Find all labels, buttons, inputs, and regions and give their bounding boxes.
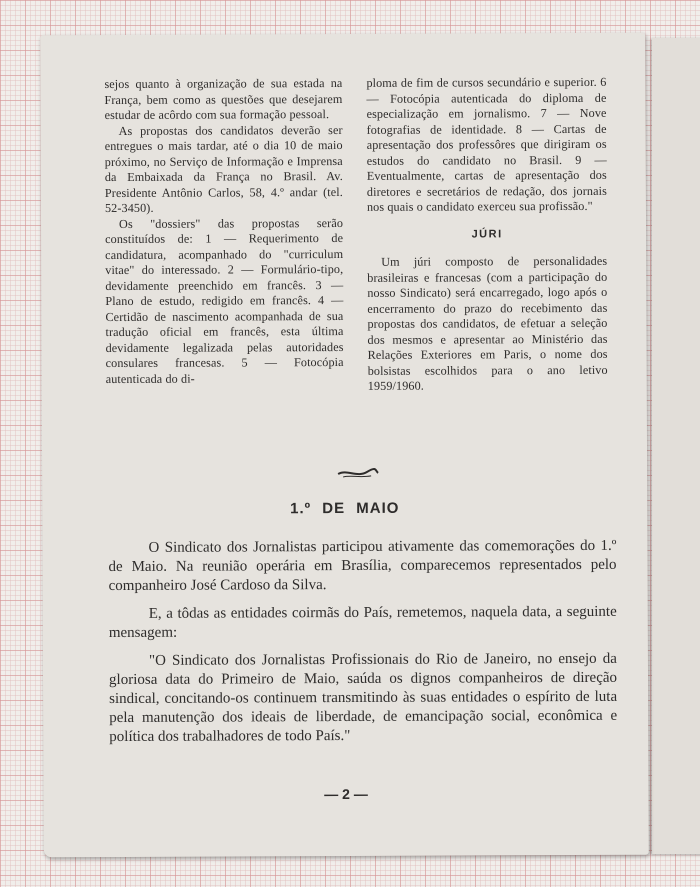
juri-heading: JÚRI [471, 227, 503, 240]
document-page [40, 33, 649, 858]
right-column [366, 75, 607, 395]
section-divider-ornament [337, 466, 379, 480]
body-paragraph-1: O Sindicato dos Jornalistas participou ativamente das comemorações do 1.º de Maio. Na reunião operária em Brasília, comparecemos representados pelo companheiro José Cardoso da Silva. [108, 537, 617, 595]
page-number: — 2 — [324, 785, 368, 803]
left-column [104, 76, 343, 387]
left-paragraph-1: sejos quanto à organização de sua estada na França, bem como as questões que desejarem estudar de acôrdo com sua formação pessoal. [104, 76, 343, 123]
left-paragraph-3: Os "dossiers" das propostas serão constituídos de: 1 — Requerimento de candidatura, acompanhado do "curriculum vitae" do interessado. 2 — Formulário-tipo, devidamente preenchido em francês. 3 — Plano de estudo, redigido em francês. 4 — Certidão de nascimento acompanhada de sua tradução oficial em francês, esta última devidamente legalizada pelas autoridades consulares francesas. 5 — Fotocópia autenticada do di- [105, 215, 344, 386]
next-page-edge [652, 38, 700, 854]
left-paragraph-2: As propostas dos candidatos deverão ser entregues o mais tardar, até o dia 10 de maio próximo, no Serviço de Informação e Imprensa da Embaixada da França no Brasil. Av. Presidente Antônio Carlos, 58, 4.º andar (tel. 52-3450). [104, 122, 343, 216]
juri-paragraph: Um júri composto de personalidades brasileiras e francesas (com a participação do nosso Sindicato) será encarregado, logo após o encerramento do prazo do recebimento das propostas dos candidatos, de efetuar a seleção dos mesmos e apresentar ao Ministério das Relações Exteriores em Paris, o nome dos bolsistas escolhidos para o ano letivo 1959/1960. [367, 253, 608, 393]
body-quote: "O Sindicato dos Jornalistas Profissionais do Rio de Janeiro, no ensejo da gloriosa data do Primeiro de Maio, saúda os dignos companheiros de direção sindical, concitando-os continuem transmitindo às suas entidades o espírito de luta pela manutenção dos ideais de liberdade, de emancipação social, econômica e política dos trabalhadores de todo País." [108, 650, 618, 746]
section-title: 1.º DE MAIO [290, 499, 400, 518]
right-paragraph-1: ploma de fim de cursos secundário e superior. 6 — Fotocópia autenticada do diploma de especialização em jornalismo. 7 — Nove fotografias de identidade. 8 — Cartas de apresentação dos professôres que dirigiram os estudos do candidato no Brasil. 9 — Eventualmente, cartas de apresentação dos diretores e secretários de redação, dos jornais nos quais o candidato exerceu sua profissão." [366, 74, 607, 214]
section-body [108, 537, 617, 756]
body-paragraph-2: E, a tôdas as entidades coirmãs do País, remetemos, naquela data, a seguinte mensagem: [108, 603, 617, 642]
